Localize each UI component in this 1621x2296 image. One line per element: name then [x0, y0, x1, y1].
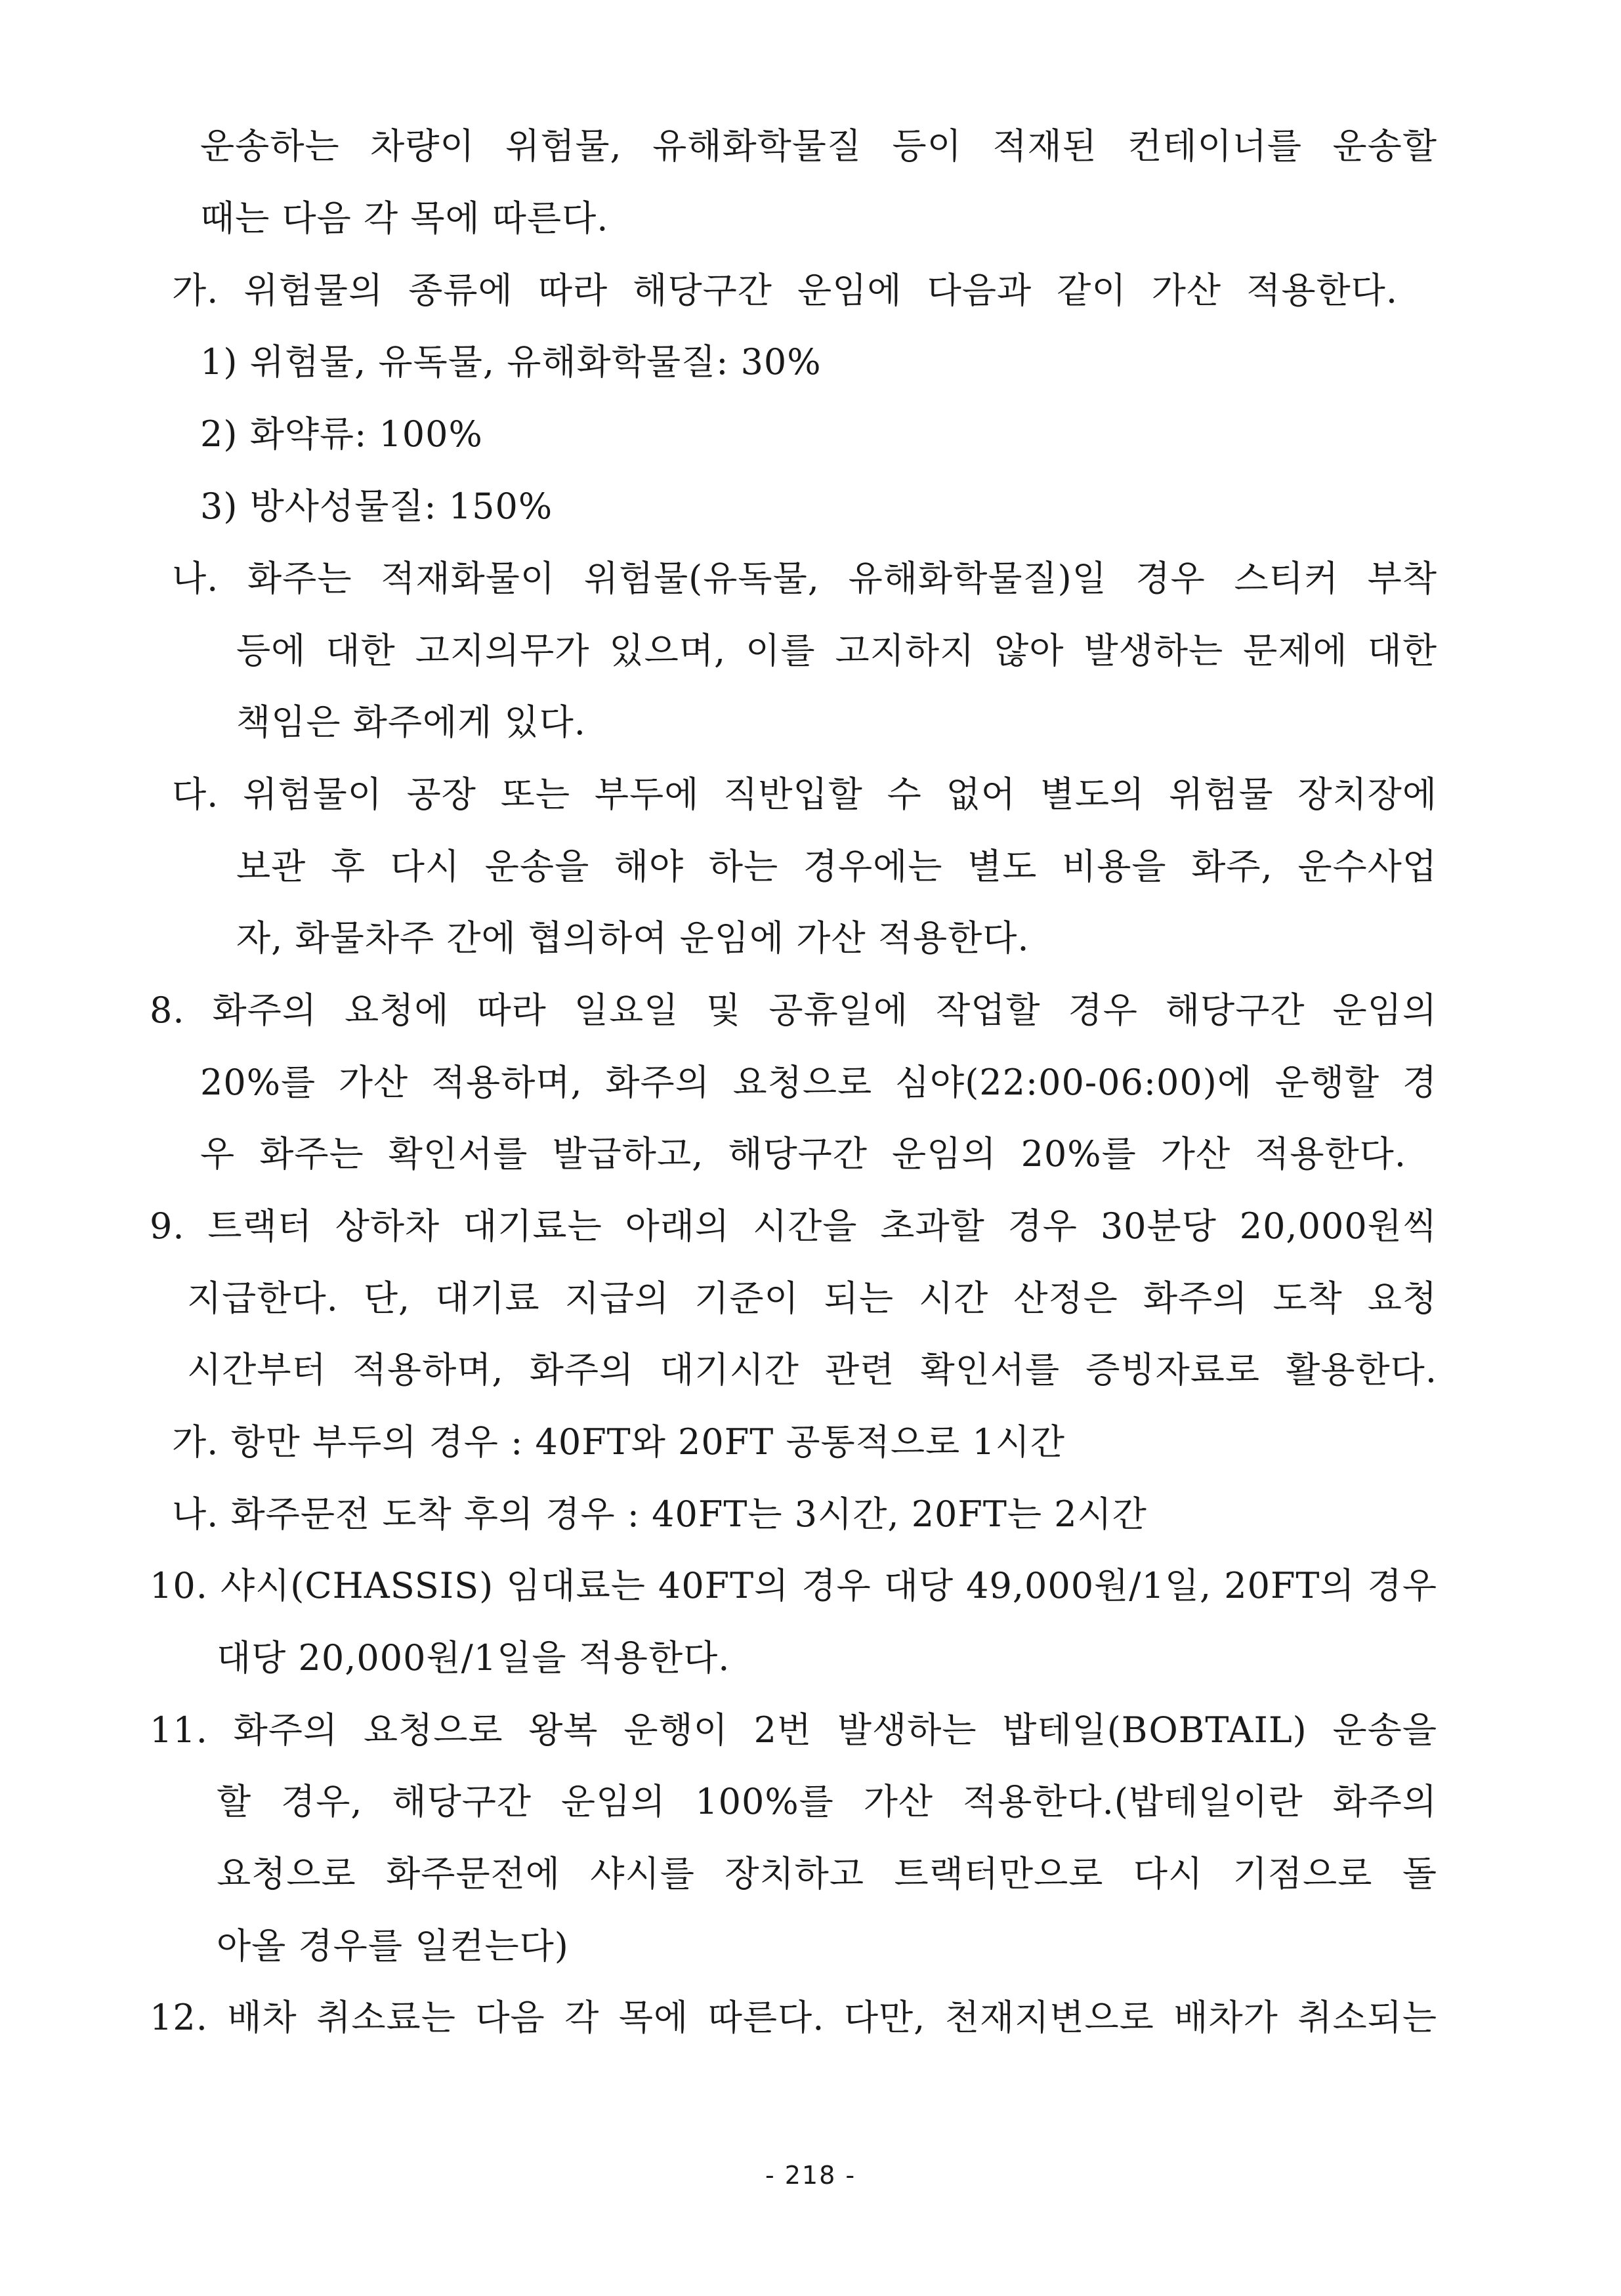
text-line: 가. 위험물의 종류에 따라 해당구간 운임에 다음과 같이 가산 적용한다.: [172, 270, 1398, 311]
text-line: 나. 화주문전 도착 후의 경우 : 40FT는 3시간, 20FT는 2시간: [172, 1493, 1147, 1535]
text-line: 책임은 화주에게 있다.: [236, 701, 586, 743]
text-line: 2) 화약류: 100%: [200, 413, 483, 455]
text-line: 10. 샤시(CHASSIS) 임대료는 40FT의 경우 대당 49,000원/1일, 20FT의 경우: [150, 1565, 1437, 1606]
text-line: 시간부터 적용하며, 화주의 대기시간 관련 확인서를 증빙자료로 활용한다.: [187, 1349, 1437, 1390]
text-line: 나. 화주는 적재화물이 위험물(유독물, 유해화학물질)일 경우 스티커 부착: [172, 558, 1437, 599]
text-line: 가. 항만 부두의 경우 : 40FT와 20FT 공통적으로 1시간: [172, 1421, 1066, 1463]
text-line: 지급한다. 단, 대기료 지급의 기준이 되는 시간 산정은 화주의 도착 요청: [187, 1278, 1437, 1319]
text-line: 11. 화주의 요청으로 왕복 운행이 2번 발생하는 밥테일(BOBTAIL) 운송을: [150, 1709, 1437, 1751]
text-line: 때는 다음 각 목에 따른다.: [200, 198, 609, 239]
text-line: 12. 배차 취소료는 다음 각 목에 따른다. 다만, 천재지변으로 배차가 취소되는: [150, 1997, 1437, 2038]
text-line: 요청으로 화주문전에 샤시를 장치하고 트랙터만으로 다시 기점으로 돌: [217, 1853, 1437, 1894]
text-line: 3) 방사성물질: 150%: [200, 486, 553, 527]
text-line: 1) 위험물, 유독물, 유해화학물질: 30%: [200, 341, 822, 383]
text-line: 8. 화주의 요청에 따라 일요일 및 공휴일에 작업할 경우 해당구간 운임의: [150, 990, 1437, 1031]
text-line: 대당 20,000원/1일을 적용한다.: [217, 1637, 730, 1679]
text-line: 다. 위험물이 공장 또는 부두에 직반입할 수 없어 별도의 위험물 장치장에: [172, 774, 1437, 815]
text-line: 9. 트랙터 상하차 대기료는 아래의 시간을 초과할 경우 30분당 20,000원씩: [150, 1205, 1437, 1247]
text-line: 할 경우, 해당구간 운임의 100%를 가산 적용한다.(밥테일이란 화주의: [217, 1781, 1437, 1822]
text-line: 자, 화물차주 간에 협의하여 운임에 가산 적용한다.: [236, 917, 1030, 959]
page-number: - 218 -: [765, 2161, 856, 2190]
text-line: 운송하는 차량이 위험물, 유해화학물질 등이 적재된 컨테이너를 운송할: [200, 125, 1437, 167]
text-line: 20%를 가산 적용하며, 화주의 요청으로 심야(22:00-06:00)에 운행할 경: [200, 1062, 1437, 1103]
text-line: 등에 대한 고지의무가 있으며, 이를 고지하지 않아 발생하는 문제에 대한: [236, 630, 1437, 671]
text-line: 아올 경우를 일컫는다): [217, 1925, 569, 1967]
text-line: 우 화주는 확인서를 발급하고, 해당구간 운임의 20%를 가산 적용한다.: [200, 1133, 1406, 1175]
text-line: 보관 후 다시 운송을 해야 하는 경우에는 별도 비용을 화주, 운수사업: [236, 846, 1437, 887]
